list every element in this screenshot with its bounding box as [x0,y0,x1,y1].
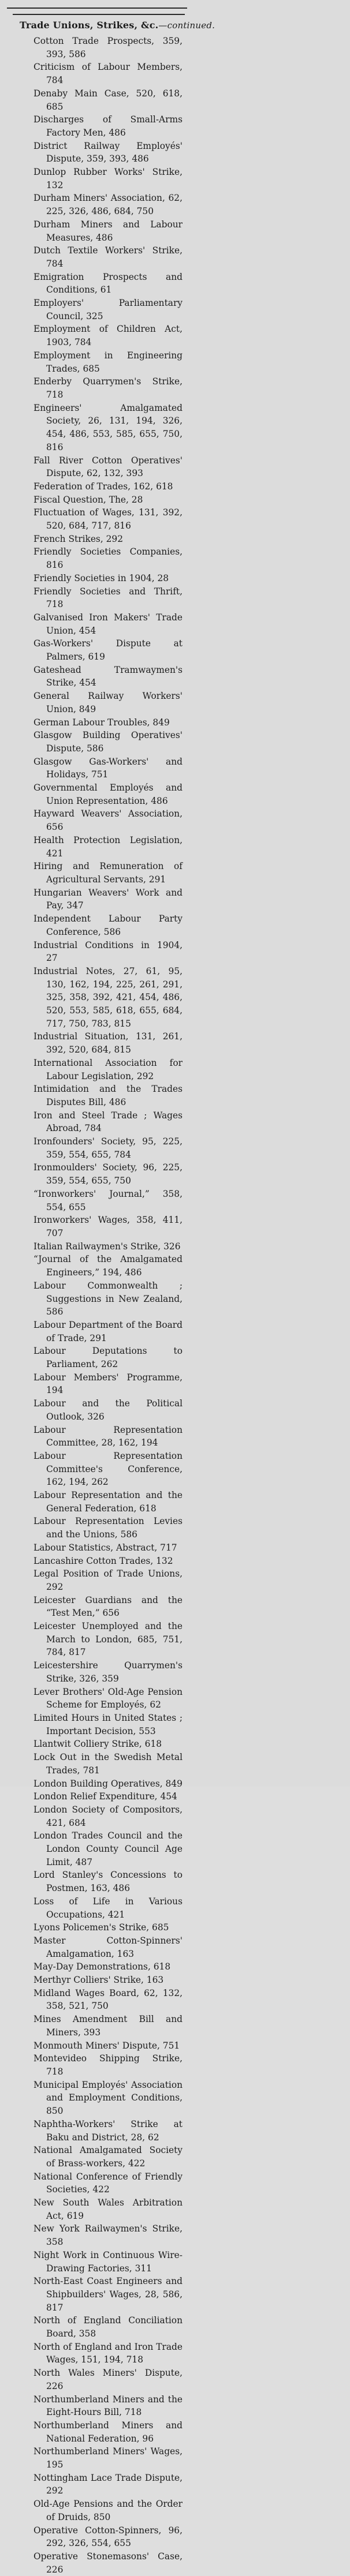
index-entry: Labour Commonwealth ; Suggestions in New Zealand, 586 [33,1280,183,1317]
index-entry: Federation of Trades, 162, 618 [33,481,173,492]
index-entry: General Railway Workers' Union, 849 [33,691,183,714]
index-entry: “Journal of the Amalgamated Engineers,” 194, 486 [33,1254,183,1278]
index-entry: Legal Position of Trade Unions, 292 [33,1568,183,1592]
index-entry: Ironmoulders' Society, 96, 225, 359, 554, 655, 750 [33,1162,183,1186]
index-entry: North of England Conciliation Board, 358 [33,2315,183,2339]
index-entry: National Amalgamated Society of Brass-workers, 422 [33,2145,183,2169]
index-entry: Merthyr Colliers' Strike, 163 [33,1975,164,1986]
index-entry: Employers' Parliamentary Council, 325 [33,298,183,321]
index-entry: Labour Representation Committee's Conference, 162, 194, 262 [33,1450,183,1488]
continued-label: —continued. [158,20,215,31]
second-rule [13,14,185,15]
index-entry: German Labour Troubles, 849 [33,717,170,728]
index-entry: Employment of Children Act, 1903, 784 [33,324,183,348]
index-entry: North-East Coast Engineers and Shipbuilders' Wages, 28, 586, 817 [33,2276,183,2313]
index-entry: Enderby Quarrymen's Strike, 718 [33,376,183,400]
index-entry: Midland Wages Board, 62, 132, 358, 521, 750 [33,1987,183,2012]
index-entry: Old-Age Pensions and the Order of Druids, 850 [33,2499,183,2522]
index-entry: Lancashire Cotton Trades, 132 [33,1555,173,1566]
index-entry: Labour and the Political Outlook, 326 [33,1398,183,1422]
index-entry: Hiring and Remuneration of Agricultural Servants, 291 [33,861,183,885]
index-entry: Fiscal Question, The, 28 [33,494,143,505]
index-entry: London Society of Compositors, 421, 684 [33,1804,183,1828]
index-entry: Labour Statistics, Abstract, 717 [33,1542,177,1553]
index-entry: Glasgow Gas-Workers' and Holidays, 751 [33,756,183,780]
index-entry: Limited Hours in United States ; Important Decision, 553 [33,1713,183,1736]
index-entry: Labour Deputations to Parliament, 262 [33,1346,183,1370]
index-entry: National Conference of Friendly Societies, 422 [33,2171,183,2195]
index-entry: Lock Out in the Swedish Metal Trades, 781 [33,1752,183,1776]
index-entry: “Ironworkers' Journal,” 358, 554, 655 [33,1188,183,1212]
index-entry: Engineers' Amalgamated Society, 26, 131, 194, 326, 454, 486, 553, 585, 655, 750, 816 [33,402,183,452]
index-entry: Labour Representation and the General Federation, 618 [33,1490,183,1514]
index-entry: Health Protection Legislation, 421 [33,834,183,859]
index-entry: Leicester Unemployed and the March to London, 685, 751, 784, 817 [33,1621,183,1658]
index-entry: Fluctuation of Wages, 131, 392, 520, 684, 717, 816 [33,507,183,531]
index-entry: Galvanised Iron Makers' Trade Union, 454 [33,612,183,636]
index-entry: Northumberland Miners' Wages, 195 [33,2446,183,2470]
index-entry: Durham Miners and Labour Measures, 486 [33,219,183,243]
index-entry: Lever Brothers' Old-Age Pension Scheme for Employés, 62 [33,1686,183,1710]
index-entry: Llantwit Colliery Strike, 618 [33,1739,162,1750]
index-entries [33,35,183,2576]
index-entry: Dunlop Rubber Works' Strike, 132 [33,167,183,190]
index-entry: New South Wales Arbitration Act, 619 [33,2197,183,2221]
index-entry: North Wales Miners' Dispute, 226 [33,2368,183,2391]
index-entry: Hungarian Weavers' Work and Pay, 347 [33,887,183,911]
index-entry: London Trades Council and the London County Council Age Limit, 487 [33,1830,183,1867]
index-entry: Employment in Engineering Trades, 685 [33,350,183,374]
index-entry: Independent Labour Party Conference, 586 [33,913,183,937]
index-entry: Durham Miners' Association, 62, 225, 326, 486, 684, 750 [33,193,183,217]
section-header [20,20,215,31]
index-entry: Discharges of Small-Arms Factory Men, 486 [33,114,183,138]
index-entry: Iron and Steel Trade ; Wages Abroad, 784 [33,1110,183,1134]
index-entry: Labour Representation Levies and the Unions, 586 [33,1516,183,1540]
index-entry: Leicestershire Quarrymen's Strike, 326, 359 [33,1660,183,1684]
index-entry: Gas-Workers' Dispute at Palmers, 619 [33,638,183,662]
index-entry: Ironworkers' Wages, 358, 411, 707 [33,1215,183,1238]
index-entry: Lord Stanley's Concessions to Postmen, 163, 486 [33,1870,183,1894]
index-entry: Fall River Cotton Operatives' Dispute, 62, 132, 393 [33,455,183,479]
index-entry: New York Railwaymen's Strike, 358 [33,2223,183,2248]
index-entry: Nottingham Lace Trade Dispute, 292 [33,2472,183,2496]
index-entry: Cotton Trade Prospects, 359, 393, 586 [33,36,183,59]
index-entry: Northumberland Miners and National Federation, 96 [33,2420,183,2444]
index-entry: Master Cotton-Spinners' Amalgamation, 163 [33,1935,183,1959]
index-entry: Operative Stonemasons' Case, 226 [33,2551,183,2575]
index-entry: Ironfounders' Society, 95, 225, 359, 554, 655, 784 [33,1136,183,1160]
index-entry: Glasgow Building Operatives' Dispute, 586 [33,730,183,754]
index-entry: Naphtha-Workers' Strike at Baku and District, 28, 62 [33,2118,183,2143]
index-entry: London Relief Expenditure, 454 [33,1791,177,1802]
index-entry: Labour Members' Programme, 194 [33,1372,183,1396]
index-entry: Industrial Conditions in 1904, 27 [33,939,183,964]
index-entry: Emigration Prospects and Conditions, 61 [33,271,183,295]
index-entry: French Strikes, 292 [33,533,123,544]
index-entry: District Railway Employés' Dispute, 359, 393, 486 [33,140,183,164]
index-entry: Municipal Employés' Association and Employment Conditions, 850 [33,2079,183,2117]
index-entry: Montevideo Shipping Strike, 718 [33,2053,183,2077]
index-entry: Industrial Notes, 27, 61, 95, 130, 162, 194, 225, 261, 291, 325, 358, 392, 421, 454, 486, 520, 553, 585, 618, 655, 684, 717, 750, 783, 815 [33,965,183,1029]
index-entry: Gateshead Tramwaymen's Strike, 454 [33,664,183,688]
index-entry: Friendly Societies in 1904, 28 [33,572,169,583]
index-entry: Labour Department of the Board of Trade, 291 [33,1319,183,1343]
index-entry: Monmouth Miners' Dispute, 751 [33,2040,180,2051]
index-entry: Governmental Employés and Union Representation, 486 [33,782,183,806]
index-entry: May-Day Demonstrations, 618 [33,1961,171,1972]
index-entry: Northumberland Miners and the Eight-Hours Bill, 718 [33,2394,183,2418]
top-rule [7,8,187,9]
index-entry: Hayward Weavers' Association, 656 [33,808,183,833]
index-entry: Denaby Main Case, 520, 618, 685 [33,88,183,112]
index-entry: Dutch Textile Workers' Strike, 784 [33,245,183,269]
index-entry: Leicester Guardians and the “Test Men,” 656 [33,1594,183,1619]
index-entry: Loss of Life in Various Occupations, 421 [33,1896,183,1920]
index-entry: Lyons Policemen's Strike, 685 [33,1922,169,1933]
index-entry: Italian Railwaymen's Strike, 326 [33,1241,181,1252]
index-entry: Night Work in Continuous Wire-Drawing Factories, 311 [33,2249,183,2274]
index-entry: International Association for Labour Legislation, 292 [33,1057,183,1081]
index-entry: Mines Amendment Bill and Miners, 393 [33,2014,183,2038]
section-title: Trade Unions, Strikes, &c. [20,20,159,31]
index-entry: London Building Operatives, 849 [33,1778,183,1789]
index-entry: Friendly Societies and Thrift, 718 [33,586,183,610]
index-entry: Friendly Societies Companies, 816 [33,546,183,571]
index-entry: Labour Representation Committee, 28, 162, 194 [33,1424,183,1448]
index-entry: Operative Cotton-Spinners, 96, 292, 326, 554, 655 [33,2525,183,2549]
index-entry: Intimidation and the Trades Disputes Bill, 486 [33,1084,183,1107]
index-entry: Criticism of Labour Members, 784 [33,62,183,86]
index-entry: Industrial Situation, 131, 261, 392, 520, 684, 815 [33,1031,183,1055]
index-entry: North of England and Iron Trade Wages, 151, 194, 718 [33,2341,183,2365]
